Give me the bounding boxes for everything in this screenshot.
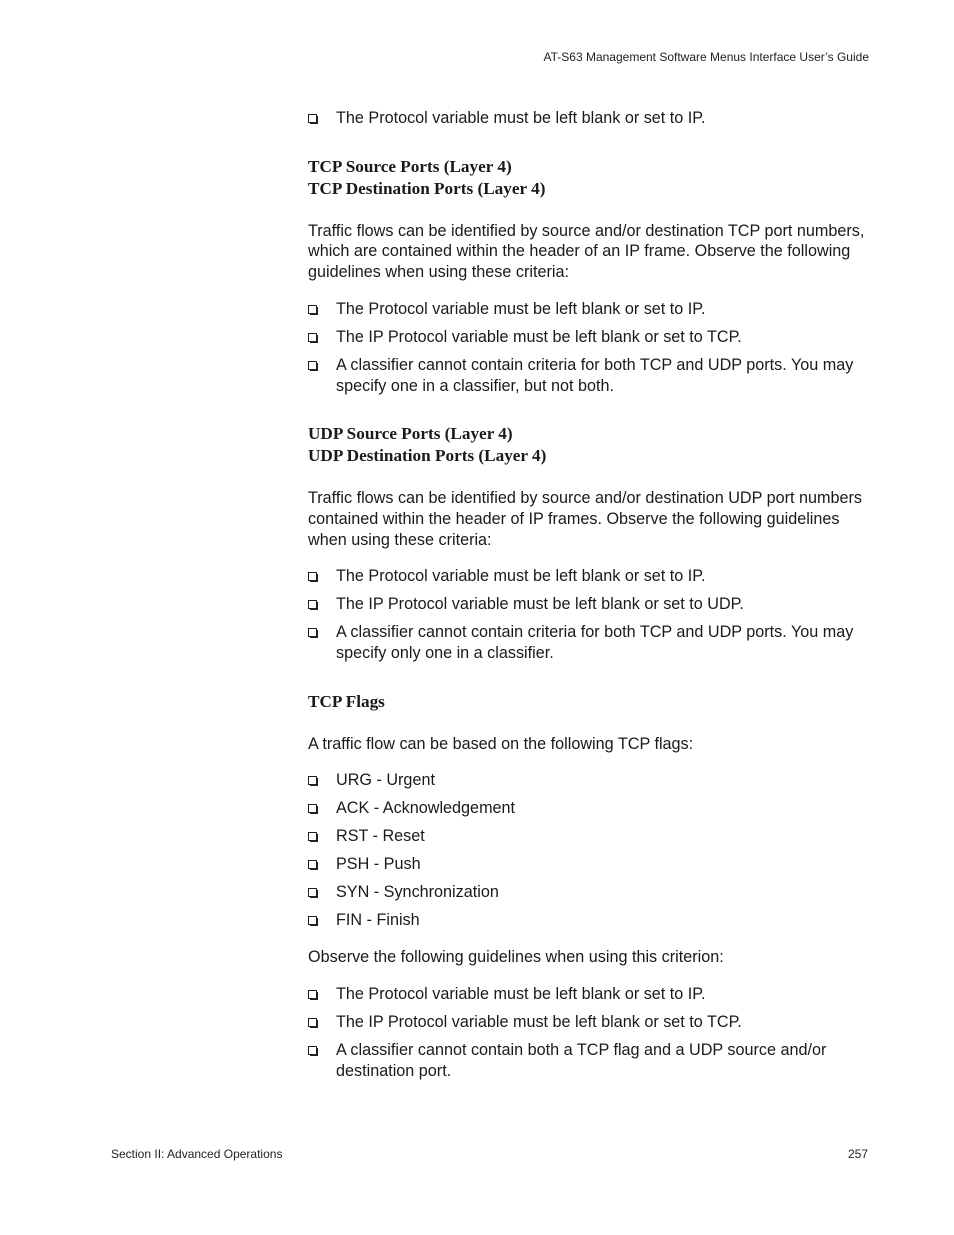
list-item — [308, 622, 868, 663]
list-item — [308, 798, 868, 819]
list-item — [308, 770, 868, 791]
checkbox-bullet-icon — [308, 860, 317, 869]
checkbox-bullet-icon — [308, 333, 317, 342]
running-header: AT-S63 Management Software Menus Interface User’s Guide — [543, 50, 869, 64]
list-item-text: SYN - Synchronization — [336, 883, 499, 902]
list-item-text: A classifier cannot contain criteria for both TCP and UDP ports. You may specify one in a classifier, but not both. — [336, 355, 854, 395]
checkbox-bullet-icon — [308, 776, 317, 785]
list-item — [308, 327, 868, 348]
section-paragraph: Traffic flows can be identified by source and/or destination TCP port numbers, which are contained within the header of an IP frame. Observe the following guidelines when using these criteria: — [308, 221, 865, 282]
section-tcp-ports — [308, 156, 868, 397]
list-item-text: The Protocol variable must be left blank or set to IP. — [336, 109, 706, 127]
list-item — [308, 594, 868, 615]
section-heading: TCP Source Ports (Layer 4) — [308, 156, 512, 176]
section-paragraph: Observe the following guidelines when using this criterion: — [308, 948, 724, 967]
section-heading: UDP Source Ports (Layer 4) — [308, 424, 513, 444]
list-item — [308, 882, 868, 903]
list-item-text: The Protocol variable must be left blank or set to IP. — [336, 567, 706, 586]
checkbox-bullet-icon — [308, 572, 317, 581]
list-item-text: The IP Protocol variable must be left blank or set to TCP. — [336, 327, 742, 346]
section-heading: UDP Destination Ports (Layer 4) — [308, 446, 547, 466]
list-item-text: The IP Protocol variable must be left blank or set to TCP. — [336, 1012, 742, 1031]
list-item-text: ACK - Acknowledgement — [336, 799, 516, 818]
page-content — [308, 108, 868, 1081]
footer-section-label: Section II: Advanced Operations — [111, 1147, 283, 1161]
list-item-text: The IP Protocol variable must be left blank or set to UDP. — [336, 595, 744, 614]
checkbox-bullet-icon — [308, 1018, 317, 1027]
list-item-text: URG - Urgent — [336, 771, 435, 790]
checkbox-bullet-icon — [308, 888, 317, 897]
list-item-text: The Protocol variable must be left blank or set to IP. — [336, 984, 706, 1003]
checkbox-bullet-icon — [308, 990, 317, 999]
checkbox-bullet-icon — [308, 628, 317, 637]
checkbox-bullet-icon — [308, 361, 317, 370]
checkbox-bullet-icon — [308, 804, 317, 813]
guideline-list — [308, 566, 868, 663]
section-tcp-flags — [308, 691, 868, 1082]
checkbox-bullet-icon — [308, 600, 317, 609]
list-item-text: A classifier cannot contain criteria for both TCP and UDP ports. You may specify only one in a classifier. — [336, 623, 854, 663]
list-item — [308, 826, 868, 847]
checkbox-bullet-icon — [308, 1046, 317, 1055]
list-item-text: RST - Reset — [336, 827, 425, 846]
guideline-list — [308, 299, 868, 396]
section-heading: TCP Destination Ports (Layer 4) — [308, 178, 546, 198]
footer-page-number: 257 — [847, 1147, 868, 1161]
list-item — [308, 1012, 868, 1033]
list-item-text: A classifier cannot contain both a TCP flag and a UDP source and/or destination port. — [336, 1040, 827, 1080]
list-item — [308, 566, 868, 587]
list-item — [308, 299, 868, 320]
checkbox-bullet-icon — [308, 305, 317, 314]
list-item — [308, 108, 868, 129]
guideline-list — [308, 984, 868, 1081]
list-item-text: FIN - Finish — [336, 911, 420, 930]
checkbox-bullet-icon — [308, 114, 317, 123]
checkbox-bullet-icon — [308, 832, 317, 841]
list-item-text: The Protocol variable must be left blank or set to IP. — [336, 299, 706, 318]
list-item — [308, 984, 868, 1005]
section-heading: TCP Flags — [308, 691, 385, 711]
intro-bullet-list — [308, 108, 868, 129]
checkbox-bullet-icon — [308, 916, 317, 925]
flag-list — [308, 770, 868, 931]
list-item-text: PSH - Push — [336, 855, 421, 874]
section-paragraph: Traffic flows can be identified by source and/or destination UDP port numbers contained within the header of IP frames. Observe the following guidelines when using these criteria: — [308, 489, 862, 549]
list-item — [308, 854, 868, 875]
section-paragraph: A traffic flow can be based on the following TCP flags: — [308, 734, 694, 753]
list-item — [308, 1040, 868, 1081]
section-udp-ports — [308, 423, 868, 664]
list-item — [308, 910, 868, 931]
list-item — [308, 355, 868, 396]
